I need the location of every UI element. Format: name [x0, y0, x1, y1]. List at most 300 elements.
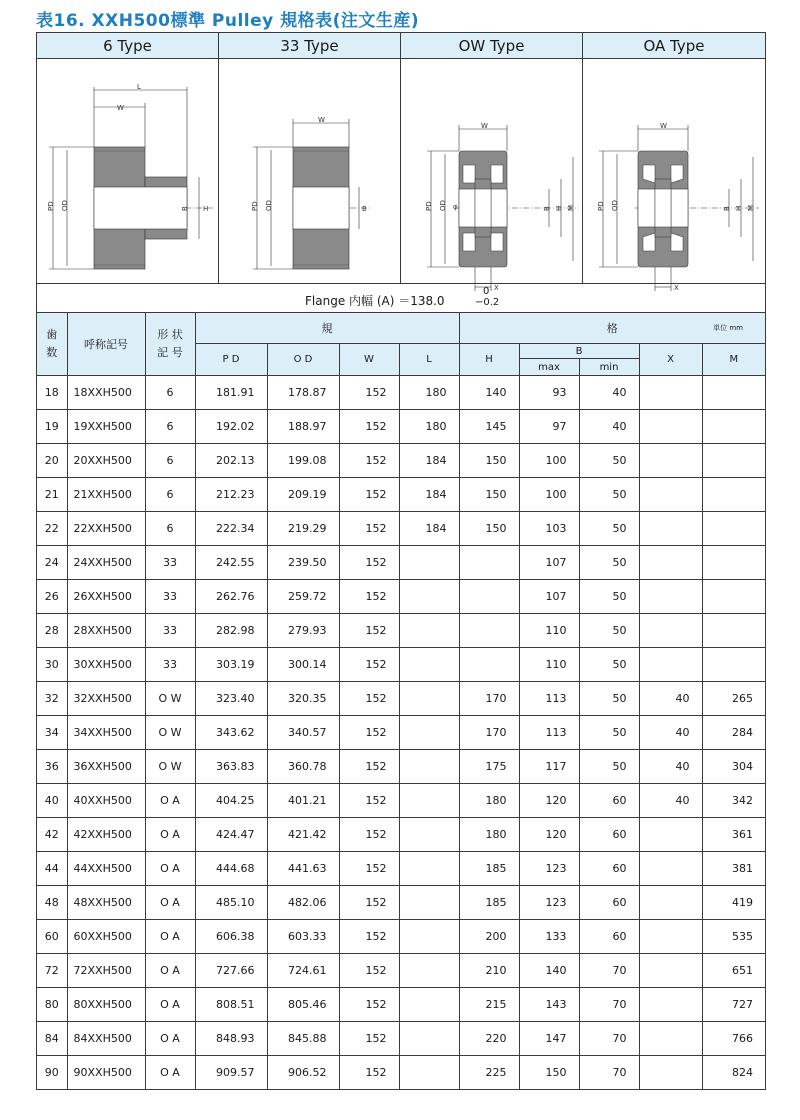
od-cell: 209.19 — [267, 478, 339, 512]
od-cell: 239.50 — [267, 546, 339, 580]
l-cell: 180 — [399, 410, 459, 444]
teeth-cell: 36 — [37, 750, 67, 784]
shape-cell: 6 — [145, 376, 195, 410]
w-cell: 152 — [339, 784, 399, 818]
x-cell: 40 — [639, 716, 702, 750]
b-max-cell: 103 — [519, 512, 579, 546]
call-code-cell: 42XXH500 — [67, 818, 145, 852]
h-cell: 180 — [459, 818, 519, 852]
flange-tolerance-upper: 0 — [483, 286, 490, 297]
call-code-cell: 90XXH500 — [67, 1056, 145, 1090]
shape-cell: O A — [145, 988, 195, 1022]
l-cell — [399, 852, 459, 886]
teeth-cell: 19 — [37, 410, 67, 444]
pd-cell: 909.57 — [195, 1056, 267, 1090]
dim-h-label: H — [555, 205, 563, 211]
m-cell — [702, 546, 765, 580]
table-row — [37, 410, 765, 444]
shape-cell: 33 — [145, 614, 195, 648]
x-cell — [639, 580, 702, 614]
h-cell: 150 — [459, 512, 519, 546]
table-row — [37, 682, 765, 716]
pd-cell: 202.13 — [195, 444, 267, 478]
pd-cell: 848.93 — [195, 1022, 267, 1056]
call-code-cell: 40XXH500 — [67, 784, 145, 818]
teeth-cell: 90 — [37, 1056, 67, 1090]
header-pd: P D — [195, 344, 267, 376]
shape-cell: O A — [145, 784, 195, 818]
b-max-cell: 120 — [519, 818, 579, 852]
w-cell: 152 — [339, 920, 399, 954]
shape-cell: O A — [145, 852, 195, 886]
x-cell: 40 — [639, 784, 702, 818]
od-cell: 320.35 — [267, 682, 339, 716]
type-33-diagram — [219, 59, 401, 283]
b-max-cell: 107 — [519, 580, 579, 614]
w-cell: 152 — [339, 580, 399, 614]
h-cell: 150 — [459, 478, 519, 512]
table-row — [37, 546, 765, 580]
spec-table-body — [37, 376, 765, 1090]
h-cell — [459, 580, 519, 614]
h-cell — [459, 546, 519, 580]
dim-m-label: M — [567, 204, 575, 211]
od-cell: 360.78 — [267, 750, 339, 784]
header-x: X — [639, 344, 702, 376]
teeth-cell: 48 — [37, 886, 67, 920]
b-min-cell: 50 — [579, 444, 639, 478]
b-max-cell: 93 — [519, 376, 579, 410]
w-cell: 152 — [339, 716, 399, 750]
l-cell — [399, 920, 459, 954]
l-cell — [399, 1056, 459, 1090]
call-code-cell: 72XXH500 — [67, 954, 145, 988]
b-min-cell: 60 — [579, 818, 639, 852]
w-cell: 152 — [339, 512, 399, 546]
w-cell: 152 — [339, 444, 399, 478]
b-min-cell: 70 — [579, 954, 639, 988]
m-cell: 535 — [702, 920, 765, 954]
w-cell: 152 — [339, 546, 399, 580]
od-cell: 199.08 — [267, 444, 339, 478]
l-cell: 184 — [399, 444, 459, 478]
l-cell — [399, 988, 459, 1022]
b-min-cell: 50 — [579, 512, 639, 546]
table-row — [37, 954, 765, 988]
dim-od-label: OD — [61, 200, 69, 211]
call-code-cell: 36XXH500 — [67, 750, 145, 784]
b-max-cell: 110 — [519, 648, 579, 682]
pd-cell: 303.19 — [195, 648, 267, 682]
flange-tolerance-lower: −0.2 — [475, 297, 500, 308]
m-cell: 766 — [702, 1022, 765, 1056]
w-cell: 152 — [339, 988, 399, 1022]
w-cell: 152 — [339, 1056, 399, 1090]
b-min-cell: 40 — [579, 376, 639, 410]
call-code-cell: 28XXH500 — [67, 614, 145, 648]
b-max-cell: 117 — [519, 750, 579, 784]
m-cell — [702, 444, 765, 478]
teeth-cell: 20 — [37, 444, 67, 478]
type-33-label: 33 Type — [219, 33, 400, 59]
h-cell: 145 — [459, 410, 519, 444]
teeth-cell: 30 — [37, 648, 67, 682]
dim-l-label: L — [137, 83, 141, 91]
h-cell: 225 — [459, 1056, 519, 1090]
pd-cell: 444.68 — [195, 852, 267, 886]
h-cell: 185 — [459, 852, 519, 886]
type-ow-panel — [401, 33, 583, 292]
w-cell: 152 — [339, 478, 399, 512]
teeth-cell: 44 — [37, 852, 67, 886]
call-code-cell: 60XXH500 — [67, 920, 145, 954]
header-kaku: 格 単位 mm — [459, 313, 765, 344]
dim-pd-label: PD — [251, 201, 259, 211]
dim-pd-label: PD — [47, 201, 55, 211]
x-cell — [639, 512, 702, 546]
shape-cell: 33 — [145, 648, 195, 682]
table-row — [37, 886, 765, 920]
pd-cell: 808.51 — [195, 988, 267, 1022]
pd-cell: 282.98 — [195, 614, 267, 648]
b-min-cell: 50 — [579, 750, 639, 784]
b-min-cell: 60 — [579, 920, 639, 954]
pulley-spec-table — [37, 313, 765, 1089]
x-cell — [639, 478, 702, 512]
w-cell: 152 — [339, 410, 399, 444]
b-min-cell: 40 — [579, 410, 639, 444]
b-max-cell: 147 — [519, 1022, 579, 1056]
flange-spec — [37, 283, 765, 313]
teeth-cell: 32 — [37, 682, 67, 716]
l-cell: 184 — [399, 478, 459, 512]
m-cell — [702, 614, 765, 648]
x-cell — [639, 886, 702, 920]
type-oa-label: OA Type — [583, 33, 765, 59]
pd-cell: 727.66 — [195, 954, 267, 988]
h-cell — [459, 648, 519, 682]
b-max-cell: 107 — [519, 546, 579, 580]
shape-cell: O A — [145, 886, 195, 920]
x-cell — [639, 852, 702, 886]
m-cell — [702, 478, 765, 512]
dim-x-label: X — [674, 284, 679, 292]
shape-cell: O A — [145, 1022, 195, 1056]
h-cell: 150 — [459, 444, 519, 478]
teeth-cell: 34 — [37, 716, 67, 750]
x-cell — [639, 818, 702, 852]
w-cell: 152 — [339, 682, 399, 716]
call-code-cell: 21XXH500 — [67, 478, 145, 512]
type-6-diagram — [37, 59, 219, 283]
m-cell: 727 — [702, 988, 765, 1022]
l-cell — [399, 546, 459, 580]
b-min-cell: 50 — [579, 716, 639, 750]
w-cell: 152 — [339, 852, 399, 886]
table-row — [37, 852, 765, 886]
od-cell: 300.14 — [267, 648, 339, 682]
shape-cell: 33 — [145, 580, 195, 614]
teeth-cell: 40 — [37, 784, 67, 818]
w-cell: 152 — [339, 1022, 399, 1056]
call-code-cell: 32XXH500 — [67, 682, 145, 716]
shape-cell: O W — [145, 716, 195, 750]
pd-cell: 485.10 — [195, 886, 267, 920]
b-min-cell: 70 — [579, 988, 639, 1022]
h-cell: 200 — [459, 920, 519, 954]
m-cell — [702, 648, 765, 682]
x-cell — [639, 1022, 702, 1056]
dim-od-label: OD — [439, 200, 447, 211]
m-cell — [702, 376, 765, 410]
b-max-cell: 100 — [519, 478, 579, 512]
header-b-max: max — [519, 359, 579, 376]
pd-cell: 343.62 — [195, 716, 267, 750]
m-cell: 342 — [702, 784, 765, 818]
x-cell — [639, 546, 702, 580]
call-code-cell: 19XXH500 — [67, 410, 145, 444]
teeth-cell: 80 — [37, 988, 67, 1022]
dim-od-label: OD — [265, 200, 273, 211]
od-cell: 724.61 — [267, 954, 339, 988]
b-max-cell: 100 — [519, 444, 579, 478]
table-row — [37, 444, 765, 478]
page-title: 表16. XXH500標準 Pulley 規格表(注文生産) — [36, 11, 420, 31]
h-cell — [459, 614, 519, 648]
call-code-cell: 30XXH500 — [67, 648, 145, 682]
b-max-cell: 120 — [519, 784, 579, 818]
dim-w-label: W — [660, 122, 667, 130]
call-code-cell: 18XXH500 — [67, 376, 145, 410]
call-code-cell: 80XXH500 — [67, 988, 145, 1022]
teeth-cell: 22 — [37, 512, 67, 546]
x-cell — [639, 410, 702, 444]
h-cell: 180 — [459, 784, 519, 818]
m-cell — [702, 580, 765, 614]
b-max-cell: 133 — [519, 920, 579, 954]
header-ki: 規 — [195, 313, 459, 344]
pd-cell: 363.83 — [195, 750, 267, 784]
table-row — [37, 1022, 765, 1056]
l-cell: 180 — [399, 376, 459, 410]
m-cell: 361 — [702, 818, 765, 852]
header-call-code: 呼称記号 — [67, 313, 145, 376]
l-cell — [399, 886, 459, 920]
h-cell: 220 — [459, 1022, 519, 1056]
dim-h-label: H — [203, 205, 209, 213]
od-cell: 906.52 — [267, 1056, 339, 1090]
table-row — [37, 784, 765, 818]
m-cell: 824 — [702, 1056, 765, 1090]
l-cell — [399, 818, 459, 852]
x-cell — [639, 988, 702, 1022]
od-cell: 482.06 — [267, 886, 339, 920]
l-cell — [399, 682, 459, 716]
x-cell — [639, 444, 702, 478]
dim-h-label: H — [735, 205, 743, 211]
table-row — [37, 614, 765, 648]
h-cell: 185 — [459, 886, 519, 920]
dim-b-label: B — [362, 205, 367, 213]
b-max-cell: 113 — [519, 716, 579, 750]
h-cell: 170 — [459, 716, 519, 750]
m-cell: 304 — [702, 750, 765, 784]
pd-cell: 404.25 — [195, 784, 267, 818]
dim-b-label: B — [723, 206, 731, 211]
flange-width-text: Flange 内幅 (A) ＝138.0 — [305, 294, 445, 308]
l-cell — [399, 648, 459, 682]
m-cell: 651 — [702, 954, 765, 988]
dim-w-label: W — [117, 104, 124, 112]
l-cell — [399, 784, 459, 818]
w-cell: 152 — [339, 648, 399, 682]
header-od: O D — [267, 344, 339, 376]
h-cell: 215 — [459, 988, 519, 1022]
x-cell — [639, 648, 702, 682]
dim-w-label: W — [318, 116, 325, 124]
od-cell: 188.97 — [267, 410, 339, 444]
pd-cell: 192.02 — [195, 410, 267, 444]
b-min-cell: 50 — [579, 478, 639, 512]
header-b-min: min — [579, 359, 639, 376]
header-shape: 形 状 記 号 — [145, 313, 195, 376]
b-min-cell: 50 — [579, 682, 639, 716]
call-code-cell: 24XXH500 — [67, 546, 145, 580]
m-cell: 381 — [702, 852, 765, 886]
l-cell: 184 — [399, 512, 459, 546]
b-min-cell: 50 — [579, 546, 639, 580]
table-row — [37, 580, 765, 614]
table-row — [37, 716, 765, 750]
b-max-cell: 150 — [519, 1056, 579, 1090]
pd-cell: 323.40 — [195, 682, 267, 716]
teeth-cell: 24 — [37, 546, 67, 580]
m-cell — [702, 512, 765, 546]
l-cell — [399, 614, 459, 648]
h-cell: 140 — [459, 376, 519, 410]
b-min-cell: 70 — [579, 1022, 639, 1056]
od-cell: 845.88 — [267, 1022, 339, 1056]
teeth-cell: 21 — [37, 478, 67, 512]
w-cell: 152 — [339, 886, 399, 920]
m-cell: 265 — [702, 682, 765, 716]
b-max-cell: 123 — [519, 886, 579, 920]
b-min-cell: 60 — [579, 784, 639, 818]
table-row — [37, 988, 765, 1022]
header-l: L — [399, 344, 459, 376]
type-diagrams — [37, 33, 765, 292]
l-cell — [399, 750, 459, 784]
teeth-cell: 42 — [37, 818, 67, 852]
m-cell: 284 — [702, 716, 765, 750]
od-cell: 219.29 — [267, 512, 339, 546]
shape-cell: 6 — [145, 410, 195, 444]
dim-pd-label: PD — [597, 201, 605, 211]
call-code-cell: 44XXH500 — [67, 852, 145, 886]
header-h: H — [459, 344, 519, 376]
l-cell — [399, 1022, 459, 1056]
call-code-cell: 34XXH500 — [67, 716, 145, 750]
shape-cell: O W — [145, 682, 195, 716]
b-min-cell: 60 — [579, 886, 639, 920]
type-oa-diagram — [583, 59, 765, 292]
table-row — [37, 818, 765, 852]
table-row — [37, 920, 765, 954]
od-cell: 603.33 — [267, 920, 339, 954]
b-min-cell: 50 — [579, 648, 639, 682]
teeth-cell: 26 — [37, 580, 67, 614]
pd-cell: 181.91 — [195, 376, 267, 410]
teeth-cell: 84 — [37, 1022, 67, 1056]
b-max-cell: 97 — [519, 410, 579, 444]
b-min-cell: 50 — [579, 614, 639, 648]
w-cell: 152 — [339, 614, 399, 648]
od-cell: 805.46 — [267, 988, 339, 1022]
shape-cell: 6 — [145, 478, 195, 512]
pd-cell: 242.55 — [195, 546, 267, 580]
shape-cell: 6 — [145, 444, 195, 478]
table-row — [37, 1056, 765, 1090]
dim-b-label: B — [543, 206, 551, 211]
x-cell — [639, 614, 702, 648]
w-cell: 152 — [339, 376, 399, 410]
od-cell: 178.87 — [267, 376, 339, 410]
w-cell: 152 — [339, 954, 399, 988]
call-code-cell: 84XXH500 — [67, 1022, 145, 1056]
teeth-cell: 60 — [37, 920, 67, 954]
call-code-cell: 48XXH500 — [67, 886, 145, 920]
b-max-cell: 143 — [519, 988, 579, 1022]
od-cell: 421.42 — [267, 818, 339, 852]
type-33-panel — [219, 33, 401, 283]
pd-cell: 222.34 — [195, 512, 267, 546]
h-cell: 210 — [459, 954, 519, 988]
m-cell — [702, 410, 765, 444]
b-max-cell: 113 — [519, 682, 579, 716]
shape-cell: O A — [145, 920, 195, 954]
h-cell: 170 — [459, 682, 519, 716]
dim-pd-label: PD — [425, 201, 433, 211]
table-row — [37, 512, 765, 546]
shape-cell: 33 — [145, 546, 195, 580]
w-cell: 152 — [339, 750, 399, 784]
od-cell: 401.21 — [267, 784, 339, 818]
pd-cell: 606.38 — [195, 920, 267, 954]
m-cell: 419 — [702, 886, 765, 920]
shape-cell: O W — [145, 750, 195, 784]
x-cell — [639, 1056, 702, 1090]
shape-cell: 6 — [145, 512, 195, 546]
x-cell — [639, 954, 702, 988]
b-max-cell: 123 — [519, 852, 579, 886]
teeth-cell: 72 — [37, 954, 67, 988]
l-cell — [399, 954, 459, 988]
b-min-cell: 60 — [579, 852, 639, 886]
b-max-cell: 110 — [519, 614, 579, 648]
type-6-panel — [37, 33, 219, 283]
od-cell: 279.93 — [267, 614, 339, 648]
b-min-cell: 50 — [579, 580, 639, 614]
type-ow-diagram — [401, 59, 583, 292]
shape-cell: O A — [145, 1056, 195, 1090]
dim-phi-label: φ — [453, 203, 458, 211]
od-cell: 441.63 — [267, 852, 339, 886]
b-max-cell: 140 — [519, 954, 579, 988]
type-6-label: 6 Type — [37, 33, 218, 59]
header-b: B — [519, 344, 639, 359]
type-ow-label: OW Type — [401, 33, 582, 59]
od-cell: 340.57 — [267, 716, 339, 750]
